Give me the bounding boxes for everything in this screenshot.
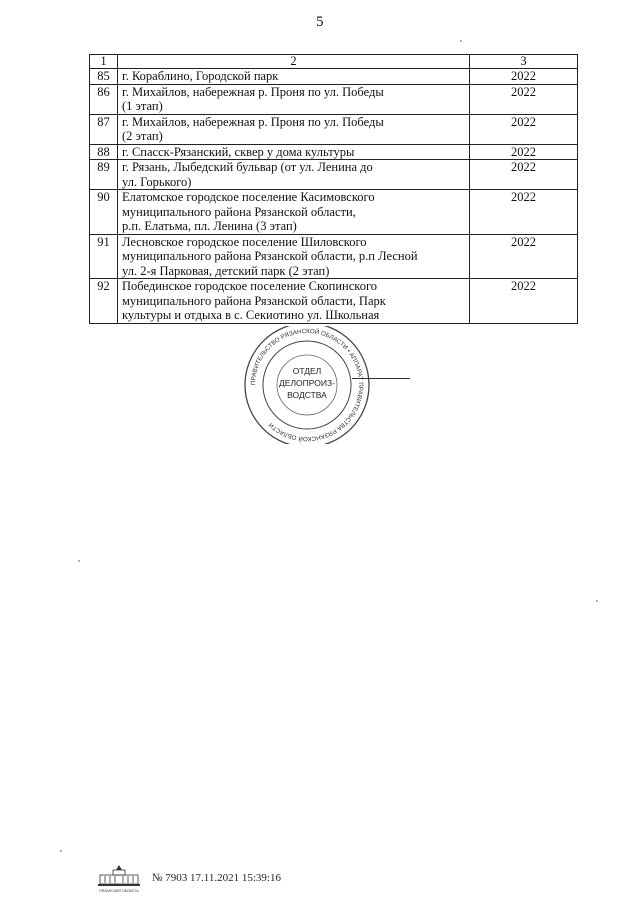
row-number: 85 [90, 69, 118, 85]
row-object: г. Михайлов, набережная р. Проня по ул. Победы (1 этап) [118, 84, 470, 114]
seal-line-1: ОТДЕЛ [292, 366, 322, 376]
table-row [90, 114, 578, 144]
row-object: г. Михайлов, набережная р. Проня по ул. Победы (2 этап) [118, 114, 470, 144]
government-building-icon [96, 863, 142, 893]
table-row [90, 190, 578, 235]
row-object: г. Спасск-Рязанский, сквер у дома культуры [118, 144, 470, 160]
table-row [90, 279, 578, 324]
row-object: Лесновское городское поселение Шиловского муниципального района Рязанской области, р.п Лесной ул. 2-я Парковая, детский парк (2 этап) [118, 234, 470, 279]
page-number: 5 [316, 14, 324, 30]
registration-number: № 7903 17.11.2021 15:39:16 [152, 872, 281, 884]
row-year: 2022 [470, 279, 578, 324]
row-object: Елатомское городское поселение Касимовского муниципального района Рязанской области, р.п. Елатьма, пл. Ленина (3 этап) [118, 190, 470, 235]
scan-speck [596, 600, 598, 602]
row-number: 86 [90, 84, 118, 114]
row-year: 2022 [470, 69, 578, 85]
scan-speck [460, 40, 462, 42]
row-year: 2022 [470, 234, 578, 279]
row-year: 2022 [470, 114, 578, 144]
table-row [90, 160, 578, 190]
signature-line [352, 378, 410, 379]
registration-footer [96, 860, 281, 896]
scan-speck [78, 560, 80, 562]
header-col-2: 2 [118, 55, 470, 69]
row-number: 88 [90, 144, 118, 160]
seal-line-2: ДЕЛОПРОИЗ- [279, 378, 335, 388]
table-row [90, 84, 578, 114]
table-row [90, 69, 578, 85]
header-col-1: 1 [90, 55, 118, 69]
seal-line-3: ВОДСТВА [287, 390, 327, 400]
row-number: 92 [90, 279, 118, 324]
row-number: 91 [90, 234, 118, 279]
row-year: 2022 [470, 160, 578, 190]
table-header-row [90, 55, 578, 69]
row-object: г. Рязань, Лыбедский бульвар (от ул. Ленина до ул. Горького) [118, 160, 470, 190]
table-row [90, 144, 578, 160]
row-number: 87 [90, 114, 118, 144]
row-number: 90 [90, 190, 118, 235]
table-row [90, 234, 578, 279]
row-object: г. Кораблино, Городской парк [118, 69, 470, 85]
logo-caption: РЯЗАНСКАЯ ОБЛАСТЬ [99, 889, 139, 893]
row-year: 2022 [470, 190, 578, 235]
header-col-3: 3 [470, 55, 578, 69]
round-seal-stamp [236, 326, 378, 444]
objects-table [89, 54, 578, 324]
row-object: Побединское городское поселение Скопинского муниципального района Рязанской области, Парк культуры и отдыха в с. Секиотино ул. Школьная [118, 279, 470, 324]
seal-ring-text: ПРАВИТЕЛЬСТВО РЯЗАНСКОЙ ОБЛАСТИ • АППАРАТ ПРАВИТЕЛЬСТВА РЯЗАНСКОЙ ОБЛАСТИ [249, 327, 365, 443]
row-year: 2022 [470, 84, 578, 114]
row-year: 2022 [470, 144, 578, 160]
scan-speck [60, 850, 62, 852]
row-number: 89 [90, 160, 118, 190]
